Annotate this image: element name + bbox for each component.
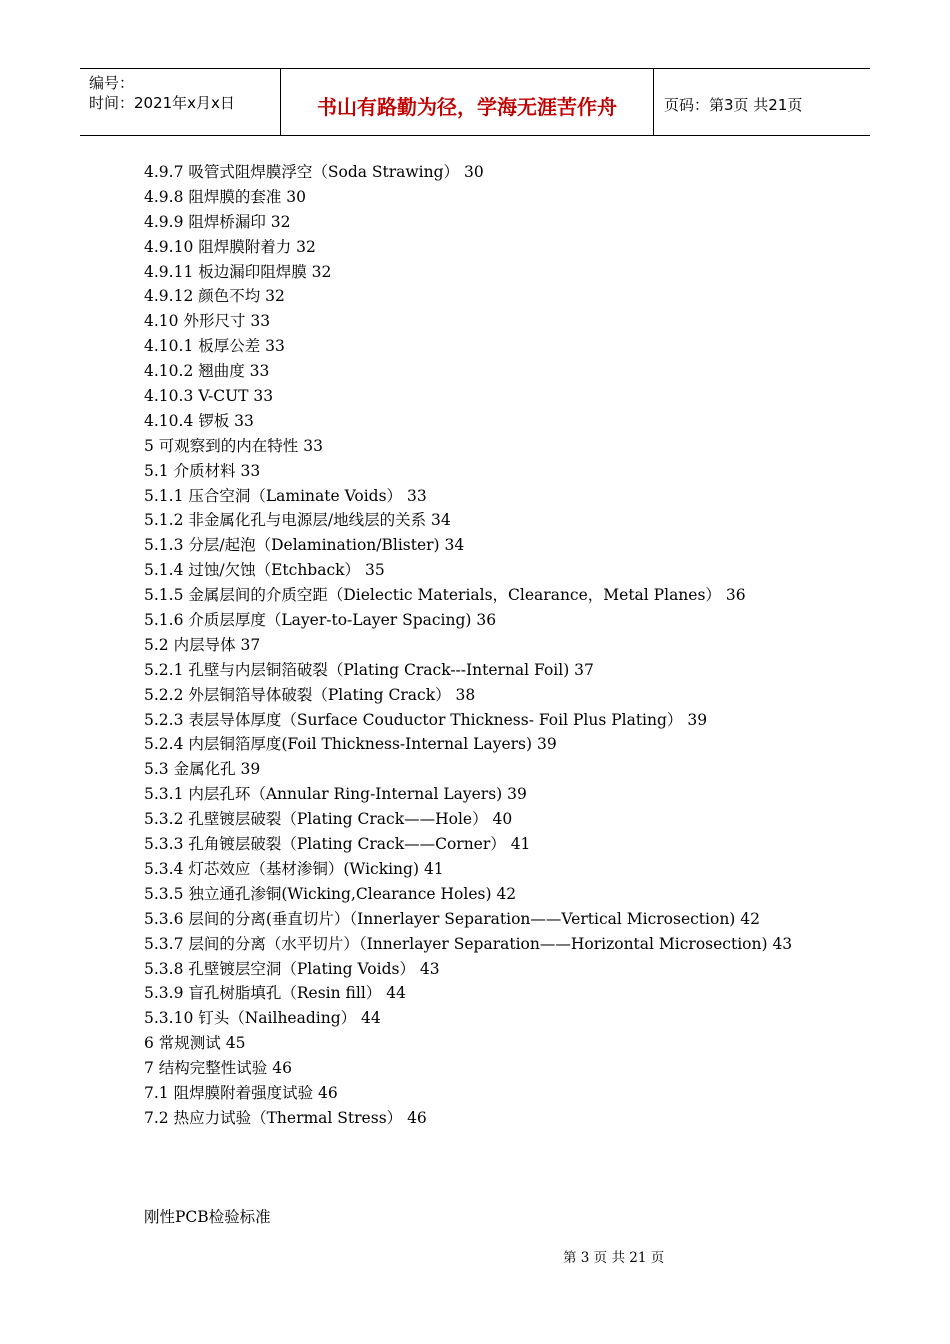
header-motto: 书山有路勤为径，学海无涯苦作舟 [281, 69, 654, 135]
toc-entry: 5.3.3 孔角镀层破裂（Plating Crack——Corner） 41 [144, 835, 531, 854]
toc-entry: 5.1.6 介质层厚度（Layer-to-Layer Spacing) 36 [144, 611, 497, 630]
toc-entry: 5 可观察到的内在特性 33 [144, 436, 323, 455]
toc-entry: 7.2 热应力试验（Thermal Stress） 46 [144, 1108, 427, 1127]
toc-entry: 5.2.1 孔壁与内层铜箔破裂（Plating Crack---Internal Foil) 37 [144, 660, 594, 679]
page-header [80, 68, 870, 136]
toc-entry: 5.3.2 孔壁镀层破裂（Plating Crack——Hole） 40 [144, 810, 513, 829]
toc-entry: 5.3.6 层间的分离(垂直切片）（Innerlayer Separation——Vertical Microsection) 42 [144, 909, 761, 928]
toc-entry: 4.10.4 锣板 33 [144, 411, 254, 430]
toc-entry: 4.9.11 板边漏印阻焊膜 32 [144, 262, 332, 281]
document-title: 刚性PCB检验标准 [144, 1208, 271, 1226]
toc-entry: 5.1.1 压合空洞（Laminate Voids） 33 [144, 486, 427, 505]
toc-entry: 5.2.3 表层导体厚度（Surface Couductor Thickness- Foil Plus Plating） 39 [144, 710, 708, 729]
toc-entry: 5.3.1 内层孔环（Annular Ring-Internal Layers) 39 [144, 785, 527, 804]
toc-entry: 7.1 阻焊膜附着强度试验 46 [144, 1083, 338, 1102]
toc-entry: 4.10 外形尺寸 33 [144, 312, 271, 331]
toc-entry: 4.9.8 阻焊膜的套准 30 [144, 187, 307, 206]
header-meta [80, 69, 281, 135]
toc-entry: 4.9.9 阻焊桥漏印 32 [144, 212, 291, 231]
header-page-info: 页码：第3页 共21页 [664, 95, 803, 114]
toc-entry: 4.10.1 板厚公差 33 [144, 337, 285, 356]
toc-entry: 7 结构完整性试验 46 [144, 1059, 292, 1078]
toc-entry: 4.9.12 颜色不均 32 [144, 287, 285, 306]
page-number-footer: 第 3 页 共 21 页 [563, 1250, 665, 1266]
toc-entry: 5.1.2 非金属化孔与电源层/地线层的关系 34 [144, 511, 451, 530]
toc-entry: 5.3 金属化孔 39 [144, 760, 261, 779]
toc-entry: 4.9.10 阻焊膜附着力 32 [144, 237, 316, 256]
toc-entry: 5.1.5 金属层间的介质空距（Dielectic Materials，Clearance，Metal Planes） 36 [144, 586, 746, 605]
toc-entry: 5.2 内层导体 37 [144, 635, 261, 654]
toc-entry: 5.3.9 盲孔树脂填孔（Resin fill） 44 [144, 984, 406, 1003]
toc-entry: 5.3.10 钉头（Nailheading） 44 [144, 1009, 381, 1028]
toc-entry: 4.9.7 吸管式阻焊膜浮空（Soda Strawing） 30 [144, 163, 484, 181]
toc-entry: 5.2.4 内层铜箔厚度(Foil Thickness-Internal Layers) 39 [144, 735, 557, 754]
toc-entry: 5.3.7 层间的分离（水平切片）（Innerlayer Separation——Horizontal Microsection) 43 [144, 934, 793, 953]
toc-entry: 4.10.3 V-CUT 33 [144, 387, 274, 406]
toc-entry: 4.10.2 翘曲度 33 [144, 362, 270, 381]
toc-entry: 5.3.4 灯芯效应（基材渗铜）(Wicking) 41 [144, 859, 444, 878]
table-of-contents [144, 160, 844, 1131]
toc-entry: 5.1.3 分层/起泡（Delamination/Blister) 34 [144, 536, 465, 555]
toc-entry: 5.2.2 外层铜箔导体破裂（Plating Crack） 38 [144, 685, 476, 704]
toc-entry: 6 常规测试 45 [144, 1034, 246, 1053]
time-label: 时间：2021年x月x日 [89, 94, 235, 112]
toc-entry: 5.1.4 过蚀/欠蚀（Etchback） 35 [144, 561, 385, 580]
toc-entry: 5.1 介质材料 33 [144, 461, 261, 480]
serial-label: 编号： [89, 74, 135, 92]
toc-entry: 5.3.5 独立通孔渗铜(Wicking,Clearance Holes) 42 [144, 884, 517, 903]
toc-entry: 5.3.8 孔壁镀层空洞（Plating Voids） 43 [144, 959, 440, 978]
